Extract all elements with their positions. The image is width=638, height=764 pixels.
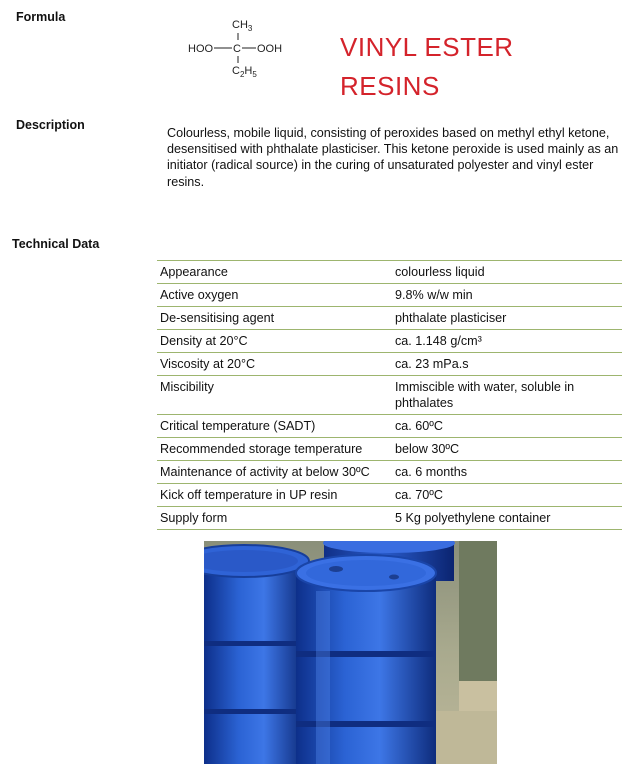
property-cell: De-sensitising agent (157, 307, 392, 330)
property-cell: Kick off temperature in UP resin (157, 484, 392, 507)
property-cell: Recommended storage temperature (157, 438, 392, 461)
table-row (157, 307, 622, 330)
table-row (157, 507, 622, 530)
table-row (157, 284, 622, 307)
value-cell: colourless liquid (392, 261, 622, 284)
table-row (157, 353, 622, 376)
formula-top: $CH_3$ (232, 19, 253, 33)
value-cell: ca. 1.148 g/cm³ (392, 330, 622, 353)
property-cell: Active oxygen (157, 284, 392, 307)
value-cell: ca. 60ºC (392, 415, 622, 438)
property-cell: Miscibility (157, 376, 392, 415)
table-row (157, 261, 622, 284)
formula-center: C (233, 43, 241, 55)
property-cell: Critical temperature (SADT) (157, 415, 392, 438)
value-cell: ca. 6 months (392, 461, 622, 484)
table-row (157, 415, 622, 438)
title-line-2: RESINS (340, 71, 440, 101)
value-cell: 5 Kg polyethylene container (392, 507, 622, 530)
chemical-formula (186, 16, 296, 82)
value-cell: below 30ºC (392, 438, 622, 461)
technical-data-label: Technical Data (12, 237, 100, 251)
formula-right: OOH (257, 43, 283, 55)
table-row (157, 330, 622, 353)
formula-left: HOO (188, 43, 214, 55)
technical-data-table (157, 260, 622, 530)
drums-photo (204, 541, 497, 764)
value-cell: 9.8% w/w min (392, 284, 622, 307)
property-cell: Viscosity at 20°C (157, 353, 392, 376)
value-cell: Immiscible with water, soluble in phthalates (392, 376, 622, 415)
table-row (157, 438, 622, 461)
value-cell: ca. 70ºC (392, 484, 622, 507)
table-row (157, 376, 622, 415)
value-cell: phthalate plasticiser (392, 307, 622, 330)
property-cell: Appearance (157, 261, 392, 284)
value-cell: ca. 23 mPa.s (392, 353, 622, 376)
description-text: Colourless, mobile liquid, consisting of peroxides based on methyl ethyl ketone, desensitised with phthalate plasticiser. This ketone peroxide is used mainly as an initiator (radical source) in the curing of unsaturated polyester and vinyl ester resins. (167, 126, 619, 189)
formula-label: Formula (16, 10, 66, 24)
table-row (157, 484, 622, 507)
title-line-1: VINYL ESTER (340, 32, 514, 62)
property-cell: Density at 20°C (157, 330, 392, 353)
description-label: Description (16, 118, 85, 132)
table-row (157, 461, 622, 484)
property-cell: Supply form (157, 507, 392, 530)
formula-bottom: $C_2H_5$ (232, 65, 257, 79)
property-cell: Maintenance of activity at below 30ºC (157, 461, 392, 484)
